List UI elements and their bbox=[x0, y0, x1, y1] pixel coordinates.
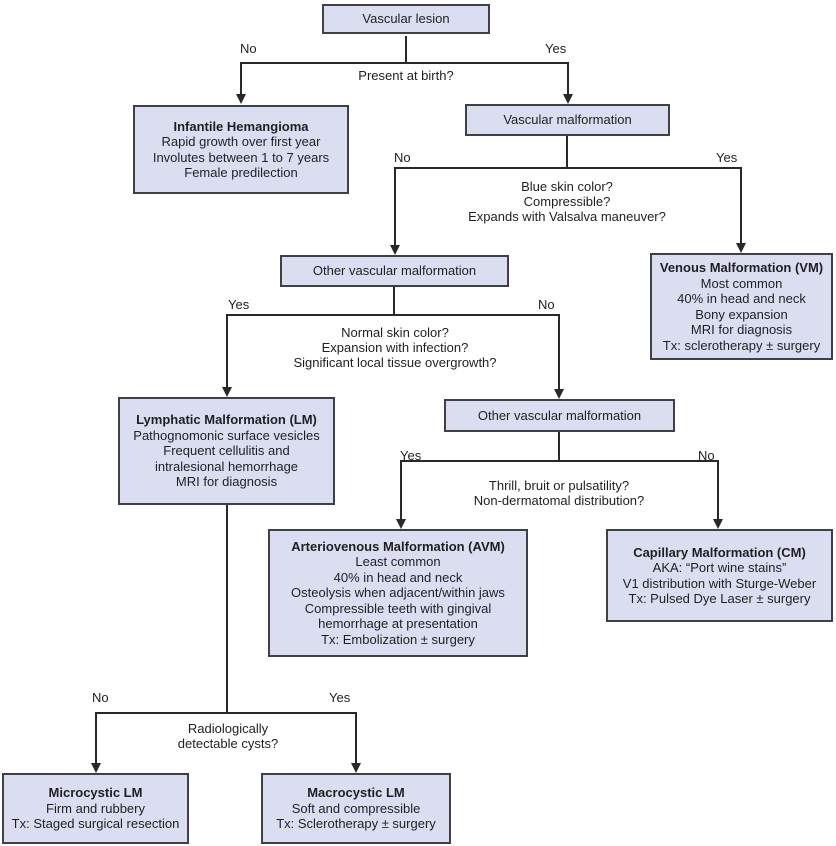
node-label: Vascular lesion bbox=[362, 11, 450, 27]
node-line: Pathognomonic surface vesicles bbox=[133, 427, 320, 443]
node-line: MRI for diagnosis bbox=[690, 322, 793, 337]
node-arteriovenous-malformation bbox=[268, 529, 528, 657]
node-line: Least common bbox=[355, 554, 441, 570]
node-title: Microcystic LM bbox=[48, 785, 143, 801]
branch-label-yes: Yes bbox=[716, 150, 738, 165]
node-line: Tx: sclerotherapy ± surgery bbox=[662, 337, 821, 353]
branch-label-yes: Yes bbox=[329, 690, 351, 705]
connector-root-no-drop bbox=[240, 62, 242, 94]
question-line: Significant local tissue overgrowth? bbox=[293, 355, 497, 370]
node-line: MRI for diagnosis bbox=[175, 474, 278, 490]
node-line: Frequent cellulitis and bbox=[163, 443, 290, 459]
node-lymphatic-malformation bbox=[118, 397, 335, 505]
node-line: Involutes between 1 to 7 years bbox=[152, 149, 330, 165]
node-label: Other vascular malformation bbox=[477, 407, 642, 423]
node-line: Tx: Embolization ± surgery bbox=[321, 631, 475, 647]
node-other-vascular-malformation-2 bbox=[444, 399, 675, 432]
node-line: 40% in head and neck bbox=[677, 291, 806, 306]
connector-ovm1-yes-drop bbox=[226, 314, 228, 387]
connector-ovm1-stem bbox=[393, 287, 395, 314]
connector-vm-branch bbox=[394, 167, 742, 169]
node-microcystic-lm bbox=[2, 773, 189, 844]
node-line: V1 distribution with Sturge-Weber bbox=[622, 575, 817, 591]
node-label: Other vascular malformation bbox=[312, 263, 477, 279]
branch-label-no: No bbox=[394, 150, 411, 165]
arrow-down-icon bbox=[736, 243, 746, 253]
branch-label-yes: Yes bbox=[400, 448, 422, 463]
node-line: Compressible teeth with gingival bbox=[304, 600, 492, 616]
connector-root-yes-drop bbox=[567, 62, 569, 94]
question-line: Radiologically bbox=[187, 721, 269, 736]
node-capillary-malformation bbox=[606, 529, 833, 622]
connector-ovm2-yes-drop bbox=[400, 460, 402, 519]
connector-vm-no-drop bbox=[394, 167, 396, 245]
connector-ovm2-branch bbox=[400, 460, 719, 462]
node-line: Firm and rubbery bbox=[46, 800, 145, 816]
node-macrocystic-lm bbox=[261, 773, 451, 844]
arrow-down-icon bbox=[713, 519, 723, 529]
question-line: Non-dermatomal distribution? bbox=[473, 493, 645, 508]
node-line: Tx: Sclerotherapy ± surgery bbox=[276, 816, 436, 832]
arrow-down-icon bbox=[222, 387, 232, 397]
question-line: detectable cysts? bbox=[177, 736, 279, 751]
node-title: Arteriovenous Malformation (AVM) bbox=[291, 538, 505, 554]
branch-question-present-at-birth: Present at birth? bbox=[358, 68, 454, 83]
node-venous-malformation bbox=[650, 253, 833, 360]
branch-label-no: No bbox=[240, 41, 257, 56]
node-title: Infantile Hemangioma bbox=[173, 118, 309, 134]
connector-ovm1-no-drop bbox=[558, 314, 560, 389]
node-title: Lymphatic Malformation (LM) bbox=[136, 412, 317, 428]
branch-label-yes: Yes bbox=[545, 41, 567, 56]
question-line: Normal skin color? bbox=[341, 325, 449, 340]
connector-lm-branch bbox=[95, 712, 357, 714]
connector-ovm2-stem bbox=[558, 432, 560, 460]
node-line: Osteolysis when adjacent/within jaws bbox=[291, 585, 505, 601]
node-label: Vascular malformation bbox=[503, 112, 632, 128]
branch-label-no: No bbox=[92, 690, 109, 705]
node-vascular-malformation bbox=[465, 104, 670, 136]
branch-question-normal-skin bbox=[245, 325, 545, 370]
question-line: Expands with Valsalva maneuver? bbox=[468, 209, 666, 224]
arrow-down-icon bbox=[351, 763, 361, 773]
node-line: Tx: Pulsed Dye Laser ± surgery bbox=[628, 591, 811, 606]
node-line: Female predilection bbox=[184, 165, 298, 180]
branch-question-cysts bbox=[128, 721, 328, 751]
connector-vm-stem bbox=[566, 136, 568, 167]
question-line: Thrill, bruit or pulsatility? bbox=[488, 478, 630, 493]
branch-label-yes: Yes bbox=[228, 297, 250, 312]
question-line: Compressible? bbox=[523, 194, 611, 209]
node-line: Soft and compressible bbox=[291, 800, 421, 816]
node-infantile-hemangioma bbox=[133, 105, 349, 194]
branch-question-blue-skin bbox=[417, 179, 717, 224]
arrow-down-icon bbox=[91, 763, 101, 773]
question-line: Blue skin color? bbox=[521, 179, 613, 194]
arrow-down-icon bbox=[554, 389, 564, 399]
node-line: hemorrhage at presentation bbox=[318, 616, 478, 632]
node-line: Most common bbox=[700, 275, 783, 291]
connector-root-branch bbox=[240, 62, 569, 64]
node-line: intralesional hemorrhage bbox=[154, 458, 299, 474]
connector-ovm1-branch bbox=[226, 314, 560, 316]
arrow-down-icon bbox=[563, 94, 573, 104]
branch-label-no: No bbox=[698, 448, 715, 463]
node-line: Bony expansion bbox=[695, 306, 788, 322]
branch-question-thrill bbox=[409, 478, 709, 508]
arrow-down-icon bbox=[236, 94, 246, 104]
node-line: Rapid growth over first year bbox=[161, 134, 321, 149]
arrow-down-icon bbox=[396, 519, 406, 529]
node-line: Tx: Staged surgical resection bbox=[11, 816, 180, 832]
arrow-down-icon bbox=[390, 245, 400, 255]
connector-lm-no-drop bbox=[95, 712, 97, 763]
node-line: 40% in head and neck bbox=[333, 569, 463, 585]
connector-lm-yes-drop bbox=[355, 712, 357, 763]
node-line: AKA: “Port wine stains” bbox=[652, 560, 787, 575]
connector-ovm2-no-drop bbox=[717, 460, 719, 519]
connector-root-stem bbox=[405, 36, 407, 62]
node-title: Venous Malformation (VM) bbox=[659, 260, 824, 275]
node-title: Macrocystic LM bbox=[307, 785, 405, 801]
branch-label-no: No bbox=[538, 297, 555, 312]
node-other-vascular-malformation-1 bbox=[280, 255, 509, 287]
node-title: Capillary Malformation (CM) bbox=[633, 544, 806, 560]
question-line: Expansion with infection? bbox=[321, 340, 469, 355]
connector-lm-stem bbox=[226, 505, 228, 712]
connector-vm-yes-drop bbox=[740, 167, 742, 243]
node-vascular-lesion bbox=[322, 4, 490, 34]
